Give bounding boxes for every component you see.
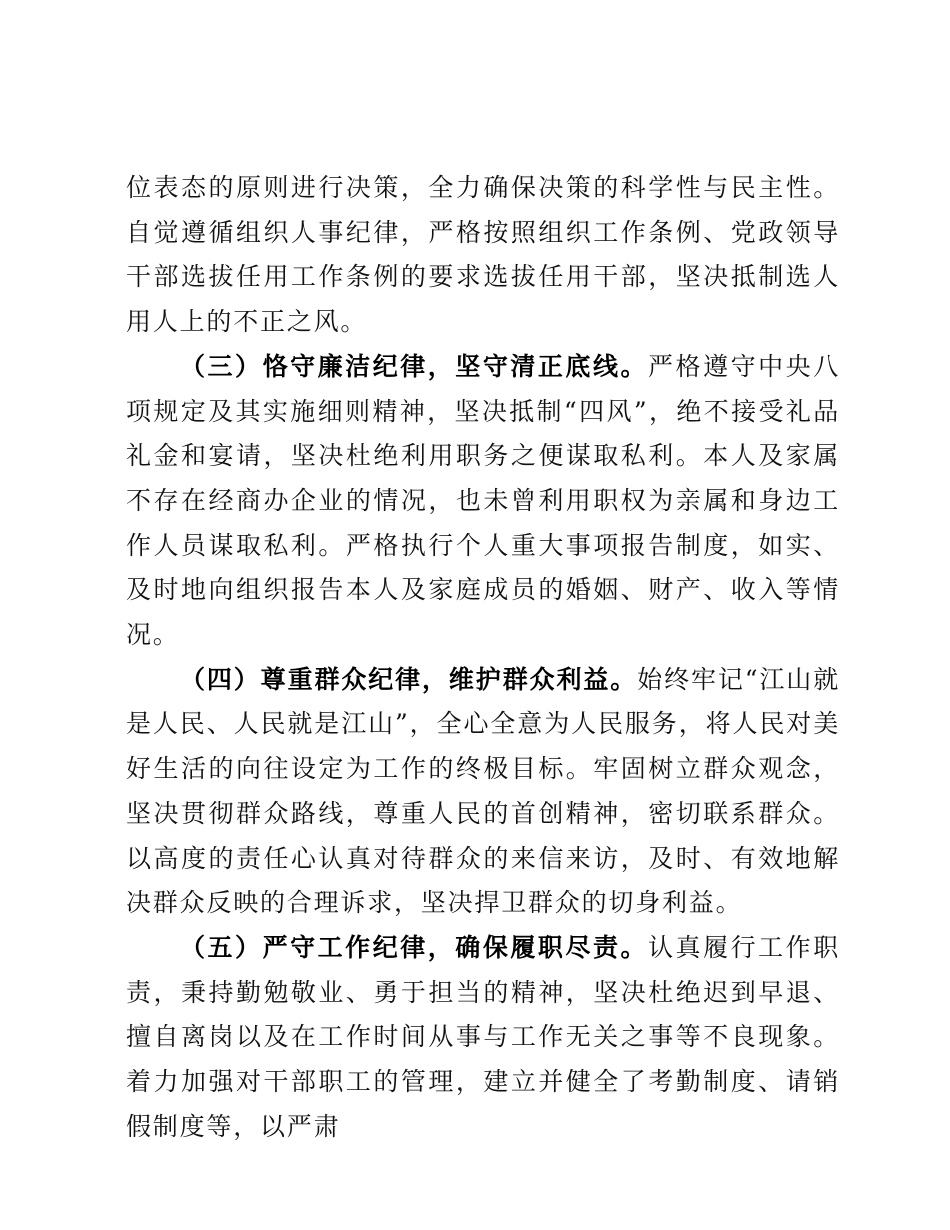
paragraph-text: 认真履行工作职责，秉持勤勉敬业、勇于担当的精神，坚决杜绝迟到早退、擅自离岗以及在工作时间从事与工作无关之事等不良现象。着力加强对干部职工的管理，建立并健全了考勤制度、请销假制度等，以严肃 — [126, 932, 840, 1141]
paragraph-work-discipline — [126, 926, 840, 1150]
section-heading-three: （三）恪守廉洁纪律，坚守清正底线。 — [180, 351, 649, 381]
paragraph-text: 严格遵守中央八项规定及其实施细则精神，坚决抵制“四风”，绝不接受礼品礼金和宴请，坚决杜绝利用职务之便谋取私利。本人及家属不存在经商办企业的情况，也未曾利用职权为亲属和身边工作人员谋取私利。严格执行个人重大事项报告制度，如实、及时地向组织报告本人及家庭成员的婚姻、财产、收入等情况。 — [126, 351, 840, 650]
document-body — [126, 166, 840, 1149]
paragraph-integrity-discipline — [126, 345, 840, 658]
section-heading-five: （五）严守工作纪律，确保履职尽责。 — [180, 932, 649, 962]
paragraph-text: 始终牢记“江山就是人民、人民就是江山”，全心全意为人民服务，将人民对美好生活的向往设定为工作的终极目标。牢固树立群众观念，坚决贯彻群众路线，尊重人民的首创精神，密切联系群众。以高度的责任心认真对待群众的来信来访，及时、有效地解决群众反映的合理诉求，坚决捍卫群众的切身利益。 — [126, 664, 840, 918]
section-heading-four: （四）尊重群众纪律，维护群众利益。 — [180, 664, 638, 694]
paragraph-decision-principles — [126, 166, 840, 345]
paragraph-mass-discipline — [126, 658, 840, 926]
paragraph-text: 位表态的原则进行决策，全力确保决策的科学性与民主性。自觉遵循组织人事纪律，严格按照组织工作条例、党政领导干部选拔任用工作条例的要求选拔任用干部，坚决抵制选人用人上的不正之风。 — [126, 173, 840, 337]
